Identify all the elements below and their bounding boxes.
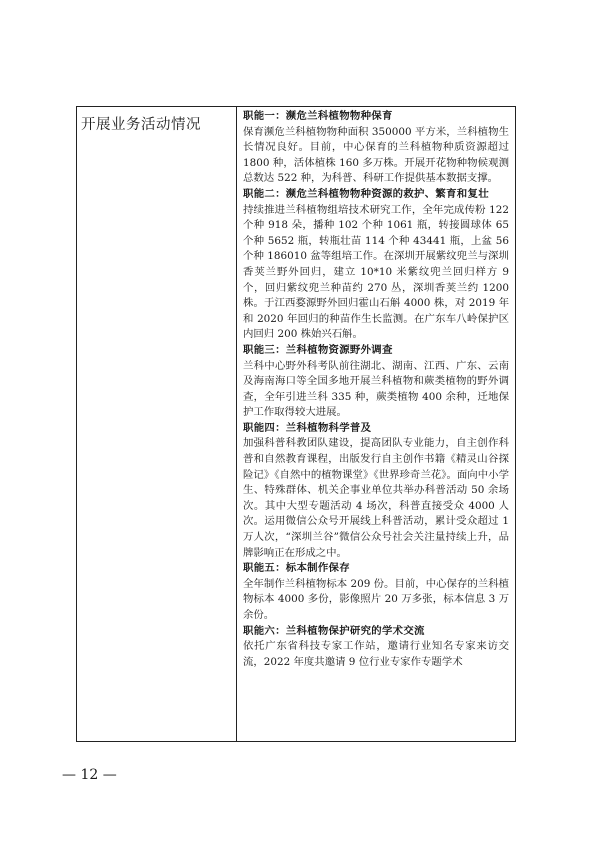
section-body: 兰科中心野外科考队前往湖北、湖南、江西、广东、云南及海南海口等全国多地开展兰科植物和蕨类植物的野外调查，全年引进兰科 335 种，蕨类植物 400 余种，迁地保护工作取得较大进展。 — [243, 359, 509, 419]
section-heading: 职能二：濒危兰科植物物种资源的救护、繁育和复壮 — [243, 187, 489, 200]
section-heading: 职能五：标本制作保存 — [243, 562, 350, 575]
section-body: 保育濒危兰科植物物种面积 350000 平方米，兰科植物生长情况良好。目前，中心保育的兰科植物种质资源超过 1800 种，活体植株 160 多万株。开展开花物种物候观测总数达 522 种，为科普、科研工作提供基本数据支撑。 — [243, 125, 509, 185]
page-number: — 12 — — [62, 767, 117, 783]
section-body: 依托广东省科技专家工作站，邀请行业知名专家来访交流，2022 年度共邀请 9 位行业专家作专题学术 — [243, 640, 509, 668]
section-heading: 职能一：濒危兰科植物物种保育 — [243, 110, 393, 122]
section-body: 全年制作兰科植物标本 209 份。目前，中心保存的兰科植物标本 4000 多份，影像照片 20 万多张，标本信息 3 万余份。 — [243, 577, 509, 621]
row-label: 开展业务活动情况 — [81, 117, 201, 133]
section-body: 持续推进兰科植物组培技术研究工作，全年完成传粉 122 个种 918 朵，播种 102 个种 1061 瓶，转接圆球体 65 个种 5652 瓶，转瓶壮苗 114 个种 43441 瓶，上盆 56 个种 186010 盆等组培工作。在深圳开展紫纹兜兰与深圳香荚兰野外回归，建立 10*10 米紫纹兜兰回归样方 9 个，回归紫纹兜兰种苗约 270 丛，深圳香荚兰约 1200 株。于江西婺源野外回归霍山石斛 4000 株，对 2019 年和 2020 年回归的种苗作生长监测。在广东车八岭保护区内回归 200 株始兴石斛。 — [243, 203, 509, 341]
section-heading: 职能六：兰科植物保护研究的学术交流 — [243, 624, 425, 637]
section-body: 加强科普科教团队建设，提高团队专业能力，自主创作科普和自然教育课程，出版发行自主创作书籍《精灵山谷探险记》《自然中的植物课堂》《世界珍奇兰花》。面向中小学生、特殊群体、机关企事业单位共举办科普活动 50 余场次。其中大型专题活动 4 场次，科普直接受众 4000 人次。运用微信公众号开展线上科普活动，累计受众超过 1 万人次，“深圳兰谷”微信公众号社会关注量持续上升，品牌影响正在形成之中。 — [243, 437, 509, 559]
content-cell — [243, 109, 509, 670]
section-heading: 职能三：兰科植物资源野外调查 — [243, 343, 393, 356]
info-table — [76, 106, 516, 742]
section-heading: 职能四：兰科植物科学普及 — [243, 421, 372, 434]
row-label-cell — [77, 107, 237, 741]
